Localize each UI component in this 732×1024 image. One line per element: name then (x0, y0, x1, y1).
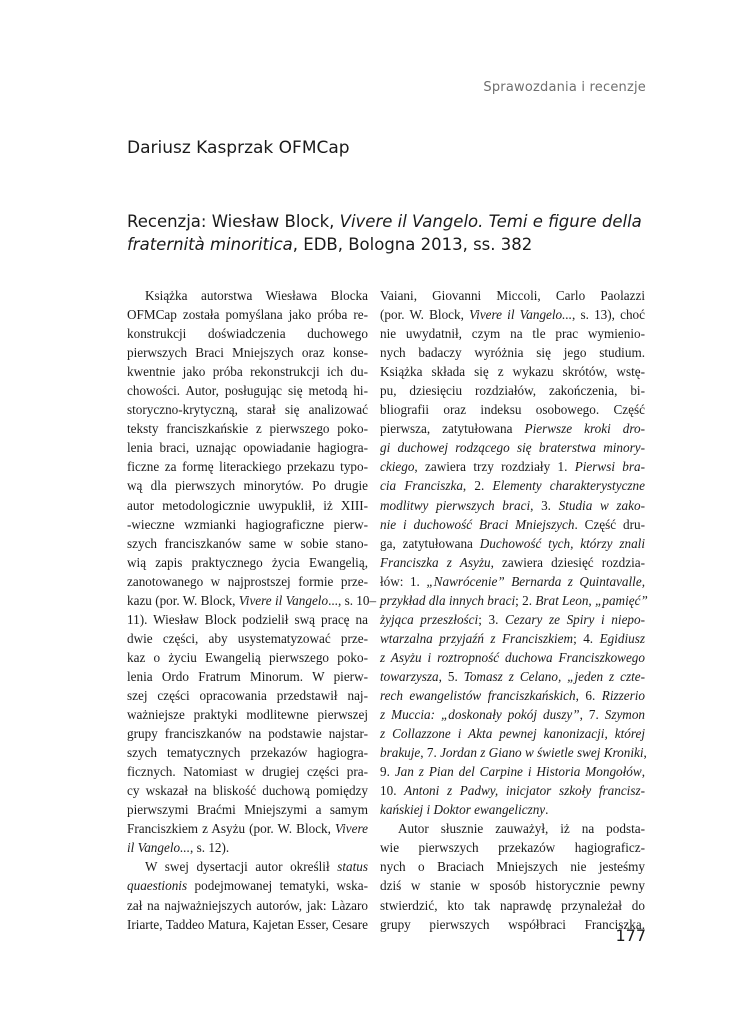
text-line: modlitwy pierwszych braci, 3. Studia w zako- (380, 497, 645, 513)
text-line: kańskiej i Doktor ewangeliczny. (380, 802, 549, 818)
text-line: dwie części, aby usystematyzować prze- (127, 630, 368, 646)
text-line: quaestionis podejmowanej tematyki, wska- (127, 878, 368, 894)
text-line: dziś w stanie w sposób historycznie pewny (380, 878, 645, 894)
text-line: kwentnie jako próba rekonstrukcji ich du- (127, 364, 368, 380)
text-line: ważniejsze praktyki modlitewne pierwszej (127, 707, 368, 723)
title-prefix: Recenzja: Wiesław Block, (127, 212, 340, 231)
text-line: cy wskazał na bliskość duchową pomiędzy (127, 783, 368, 799)
text-line: il Vangelo..., s. 12). (127, 840, 230, 856)
text-line: zał na najważniejszych autorów, jak: Làzaro (127, 897, 368, 913)
review-title (127, 210, 647, 256)
text-line: ficzne za formę literackiego przekazu typo- (127, 459, 368, 475)
text-line: Franciszka z Asyżu, zawiera dziesięć rozdzia- (380, 554, 645, 570)
text-line: kaz o życiu Ewangelią pierwszego poko- (127, 649, 368, 665)
text-line: Iriarte, Taddeo Matura, Kajetan Esser, Cesare (127, 916, 368, 932)
review-title-line-1 (127, 210, 647, 233)
text-line: gi duchowej rodzącego się braterstwa minory- (380, 440, 645, 456)
text-line: z Collazzone i Akta pewnej kanonizacji, której (380, 726, 645, 742)
text-line: wą dla pierwszych minorytów. Po drugie (127, 478, 368, 494)
text-line: stwierdzić, kto tak naprawdę przynależał do (380, 897, 645, 913)
text-line: rech ewangelistów franciszkańskich, 6. Rizzerio (380, 687, 645, 703)
text-line: Franciszkiem z Asyżu (por. W. Block, Vivere (127, 821, 368, 837)
text-line: -wieczne wzmianki hagiograficzne pierw- (127, 516, 368, 532)
text-line: brakuje, 7. Jordan z Giano w świetle swej Kroniki, (380, 745, 647, 761)
text-line: wie pierwszych przekazów hagiograficz- (380, 840, 645, 856)
text-line: bliografii oraz indeksu osobowego. Część (380, 402, 645, 418)
text-line: zanotowanego w najprostszej formie prze- (127, 573, 368, 589)
text-line: szej części opracowania przedstawił naj- (127, 687, 368, 703)
text-line: lenia Ordo Fratrum Minorum. W pierw- (127, 668, 368, 684)
text-line: wią zapis praktycznego życia Ewangelią, (127, 554, 368, 570)
title-italic-1: Vivere il Vangelo. Temi e figure della (339, 212, 642, 231)
text-line: szych franciszkanów same w sobie stano- (127, 535, 368, 551)
text-line: Książka autorstwa Wiesława Blocka (145, 288, 368, 303)
text-line: chowości. Autor, posługując się metodą hi- (127, 383, 368, 399)
text-line: lenia braci, uznając opowiadanie hagiogra- (127, 440, 368, 456)
text-line: kazu (por. W. Block, Vivere il Vangelo..., s. 10– (127, 592, 377, 608)
title-suffix: , EDB, Bologna 2013, ss. 382 (292, 235, 533, 254)
text-line: łów: 1. „Nawrócenie” Bernarda z Quintavalle, (380, 573, 645, 589)
text-line: storyczno-krytyczną, starał się analizować (127, 402, 368, 418)
text-line: OFMCap została pomyślana jako próba re- (127, 307, 368, 323)
text-line: grupy pierwszych współbraci Franciszka. (380, 916, 645, 932)
text-line: ckiego, zawiera trzy rozdziały 1. Pierwsi bra- (380, 459, 645, 475)
text-line: autor metodologicznie uwypuklił, iż XIII- (127, 497, 368, 513)
text-line: z Asyżu i roztropność duchowa Franciszkowego (380, 649, 645, 665)
text-line: nych o Braciach Mniejszych nie jesteśmy (380, 859, 645, 875)
review-title-line-2 (127, 233, 647, 256)
text-line: przykład dla innych braci; 2. Brat Leon, „pamięć” (380, 592, 648, 608)
text-line: Książka składa się z wykazu skrótów, wstę- (380, 364, 645, 380)
text-line: ficznych. Natomiast w drugiej części pra- (127, 764, 368, 780)
text-line: wtarzalna przyjaźń z Franciszkiem; 4. Egidiusz (380, 630, 645, 646)
text-line: żyjąca przeszłości; 3. Cezary ze Spiry i niepo- (380, 611, 646, 627)
text-column-left (127, 286, 377, 934)
text-line: 11). Wiesław Block podzielił swą pracę na (127, 611, 368, 627)
review-author: Dariusz Kasprzak OFMCap (127, 138, 350, 158)
text-line: cia Franciszka, 2. Elementy charakterystyczne (380, 478, 646, 494)
running-head: Sprawozdania i recenzje (483, 80, 646, 95)
text-line: nych badaczy wyróżnia się jego studium. (380, 345, 645, 361)
text-line: nie uwydatnił, czym na tle prac wymienio- (380, 326, 645, 342)
text-line: konstrukcji doświadczenia duchowego (127, 326, 368, 342)
text-line: teksty franciszkańskie z pierwszego poko- (127, 421, 368, 437)
text-line: (por. W. Block, Vivere il Vangelo..., s. 13), choć (380, 307, 645, 323)
text-column-right (380, 286, 648, 934)
text-line: 9. Jan z Pian del Carpine i Historia Mongołów, (380, 764, 645, 780)
text-line: pu, dziesięciu rozdziałów, zakończenia, bi- (380, 383, 645, 399)
text-line: szych tematycznych przekazów hagiogra- (127, 745, 368, 761)
text-line: z Muccia: „doskonały pokój duszy”, 7. Szymon (380, 707, 646, 723)
text-line: nie i duchowość Braci Mniejszych. Część dru- (380, 516, 645, 532)
text-line: towarzysza, 5. Tomasz z Celano, „jeden z czte- (380, 668, 646, 684)
text-line: Vaiani, Giovanni Miccoli, Carlo Paolazzi (380, 288, 645, 303)
text-line: 10. Antoni z Padwy, inicjator szkoły francisz- (380, 783, 645, 799)
text-line: Autor słusznie zauważył, iż na podsta- (398, 821, 645, 837)
text-line: pierwszych Braci Mniejszych oraz konse- (127, 345, 368, 361)
text-line: pierwszymi Braćmi Mniejszymi a samym (127, 802, 368, 818)
text-line: W swej dysertacji autor określił status (145, 859, 368, 875)
text-line: pierwsza, zatytułowana Pierwsze kroki dro- (380, 421, 646, 437)
text-line: grupy franciszkanów na podstawie najstar- (127, 726, 368, 742)
text-line: ga, zatytułowana Duchowość tych, którzy znali (380, 535, 645, 551)
title-italic-2: fraternità minoritica (127, 235, 293, 254)
page-number: 177 (615, 926, 646, 945)
